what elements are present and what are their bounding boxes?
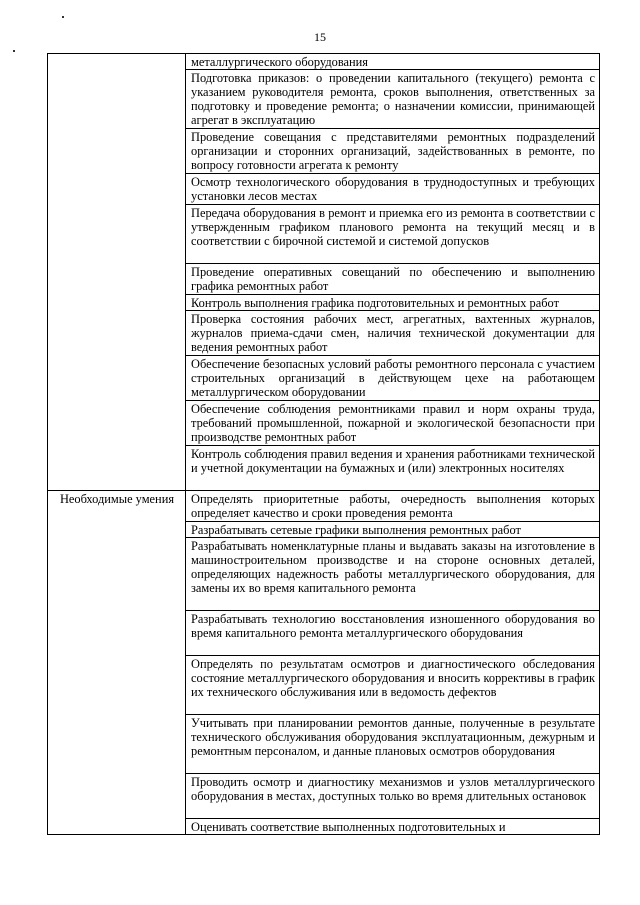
section-label-skills: Необходимые умения [48, 491, 186, 835]
table-cell: металлургического оборудования [186, 54, 600, 70]
table-cell: Контроль выполнения графика подготовительных и ремонтных работ [186, 295, 600, 311]
table-cell: Определять по результатам осмотров и диагностического обследования состояние металлургического оборудования и вносить коррективы в график их технического обслуживания или в ведомость дефектов [186, 656, 600, 715]
table-cell: Проведение совещания с представителями ремонтных подразделений организации и сторонних организаций, задействованных в ремонте, по вопросу готовности агрегата к ремонту [186, 129, 600, 174]
table-cell: Осмотр технологического оборудования в труднодоступных и требующих установки лесов местах [186, 174, 600, 205]
table-cell: Проверка состояния рабочих мест, агрегатных, вахтенных журналов, журналов приема-сдачи смен, наличия технической документации для ведения ремонтных работ [186, 311, 600, 356]
table-row [48, 54, 600, 70]
page-number: 15 [314, 30, 326, 44]
table-cell: Проведение оперативных совещаний по обеспечению и выполнению графика ремонтных работ [186, 264, 600, 295]
table-cell: Разрабатывать технологию восстановления изношенного оборудования во время капитального ремонта металлургического оборудования [186, 611, 600, 656]
table-cell: Разрабатывать сетевые графики выполнения ремонтных работ [186, 522, 600, 538]
table-cell: Подготовка приказов: о проведении капитального (текущего) ремонта с указанием руководителя ремонта, сроков выполнения, ответственных за подготовку и проведение ремонта; о назначении комиссии, принимающей агрегат в эксплуатацию [186, 70, 600, 129]
table-cell: Проводить осмотр и диагностику механизмов и узлов металлургического оборудования в местах, доступных только во время длительных остановок [186, 774, 600, 819]
label-cell-empty [48, 54, 186, 491]
table-cell: Учитывать при планировании ремонтов данные, полученные в результате технического обслуживания оборудования эксплуатационным, дежурным и ремонтным персоналом, и данные плановых осмотров оборудования [186, 715, 600, 774]
table-row [48, 491, 600, 522]
table-cell: Разрабатывать номенклатурные планы и выдавать заказы на изготовление в машиностроительном производстве и на стороне основных деталей, определяющих надежность работы металлургического оборудования, для замены их во время капитального ремонта [186, 538, 600, 611]
table-cell: Обеспечение безопасных условий работы ремонтного персонала с участием строительных организаций в действующем цехе на работающем металлургическом оборудовании [186, 356, 600, 401]
table-cell: Оценивать соответствие выполненных подготовительных и [186, 819, 600, 835]
table-cell: Контроль соблюдения правил ведения и хранения работниками технической и учетной документации на бумажных и (или) электронных носителях [186, 446, 600, 491]
table-cell: Определять приоритетные работы, очередность выполнения которых определяет качество и сроки проведения ремонта [186, 491, 600, 522]
competency-table [47, 53, 600, 835]
table-cell: Передача оборудования в ремонт и приемка его из ремонта в соответствии с утвержденным графиком планового ремонта на текущий месяц и в соответствии с бирочной системой и системой допусков [186, 205, 600, 264]
scan-speck [62, 16, 64, 18]
table-cell: Обеспечение соблюдения ремонтниками правил и норм охраны труда, требований промышленной, пожарной и экологической безопасности при производстве ремонтных работ [186, 401, 600, 446]
scan-speck [13, 50, 15, 52]
